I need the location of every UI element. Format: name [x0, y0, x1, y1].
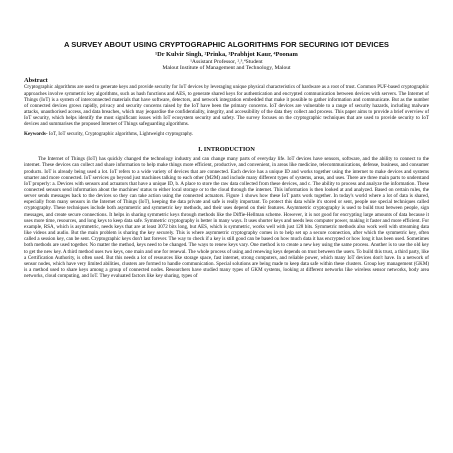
author-roles: ¹Assistant Professor, ²,³,⁴Student — [190, 58, 263, 65]
abstract-body: Cryptographic algorithms are used to generate keys and provide security for IoT devices by leveraging unique physical characteristics of hardware as a root of trust. Common PUF-based cryptographic approaches involve symmetric key algorithms, such as hash functions and AES, to generate shared keys for authentication and encrypted communication between devices with servers. The Internet of Things (IoT) is a system of interconnected materials that have software, detectors, and network integration embedded that make it possible to gather information and communicate. But as the number of connected devices grows rapidly, privacy and security concerns raised by the IoT have been the primary concerns. IoT devices are vulnerable to a range of security hazards, including malware attacks, unauthorised access, and data breaches, which may jeopardise the confidentiality, integrity, and accessibility of the data they collect and process. This paper aims to provide a brief overview of IoT security, which helps identify the most significant issues with IoT ecosystem security and safety. The survey focuses on the cryptographic techniques that are used to provide security to IoT devices and summarises the proposed Internet of Things safeguarding algorithms. — [24, 84, 429, 128]
keywords-line — [24, 131, 429, 137]
author-list: ¹Dr Kulvir Singh, ²Prinka, ³Prabhjot Kaur, ⁴Poonam — [155, 51, 298, 58]
keywords-label: Keywords- — [24, 131, 48, 138]
introduction-heading: I. INTRODUCTION — [198, 145, 255, 153]
keywords-text: IoT, IoT security, Cryptographic algorithms, Lightweight cryptography. — [47, 131, 194, 138]
author-institution: Malout Institute of Management and Technology, Malout — [162, 65, 291, 72]
abstract-heading: Abstract — [24, 76, 48, 84]
paper-title: A SURVEY ABOUT USING CRYPTOGRAPHIC ALGORITHMS FOR SECURING IOT DEVICES — [63, 40, 389, 49]
introduction-body: The Internet of Things (IoT) has quickly changed the technology industry and can change many parts of everyday life. IoT devices have sensors, software, and the ability to connect to the internet. These devices can collect and share information to help make things more efficient, productive, and convenient, in areas like medicine, telecommunications, defense, business, and consumer products. IoT is already being used a lot. IoT refers to a wide variety of devices that are connected. Each device has a unique ID and works together using the internet to make devices and systems smarter and more connected. IoT services go beyond just machines talking to each other (M2M) and include many different types of systems, areas, and uses. There are three main parts to understand IoT properly: a. Devices with sensors and actuators that have a unique ID, b. A place to store the raw data collected from these devices, and c. The ability to process and analyze the information. These connected sensors send information about the machines' status to either local storage or to the cloud through the internet. This information is then looked at and analyzed. Based on certain rules, the server sends messages back to the devices so they can take action using the connected actuators. Figure 1 shows how these IoT parts work together. In today's world where a lot of data is shared, especially from many sensors in the Internet of Things (IoT), keeping the data private and safe is really important. To protect this data while it's stored or sent, people use special techniques called cryptography. These techniques include both asymmetric and symmetric key methods, and their uses depend on their features. Asymmetric cryptography is used to build trust between people, sign messages, and create secure connections. It helps in sharing symmetric keys through methods like the Diffie-Hellman scheme. However, it is not good for encrypting large amounts of data because it uses more time, resources, and long keys to keep data safe. Symmetric cryptography is better in many ways. It uses shorter keys and needs less computer power, making it faster and more efficient. For example, RSA, which is asymmetric, needs keys that are at least 3072 bits long, but AES, which is symmetric, works well with just 128 bits. Symmetric methods also work well with streaming data like videos and audio. But the main problem is sharing the key securely. This is where asymmetric cryptography comes in to help set up a secure connection, after which the symmetric key, often called a session key, can be sent. Cryptographic keys don't last forever. The way to check if a key is still good can be based on how much data it has encrypted or how long it has been used. Sometimes both methods are used together. No matter the method, keys need to be changed. The ways to renew keys vary. One method is to create a new key using the same process. Another is to use the old key to get the new key. A third method uses two keys, one main and one for renewal. The whole process of using and renewing keys depends on trust between the users. To build this trust, a third party, like a Certification Authority, is often used. But this needs a lot of resources like storage space, fast internet, strong computers, and reliable power, which many IoT devices don't have. In a network of sensor nodes, which have very limited abilities, clusters are formed to handle communication. Special solutions are being made to keep data safe within these clusters. Group key management (GKM) is a method used to share keys among a group of connected nodes. Researchers have studied many types of GKM systems, looking at different networks like wireless sensor networks, body area networks, cloud computing, and IoT. They evaluated factors like key sharing, types of — [24, 156, 429, 280]
